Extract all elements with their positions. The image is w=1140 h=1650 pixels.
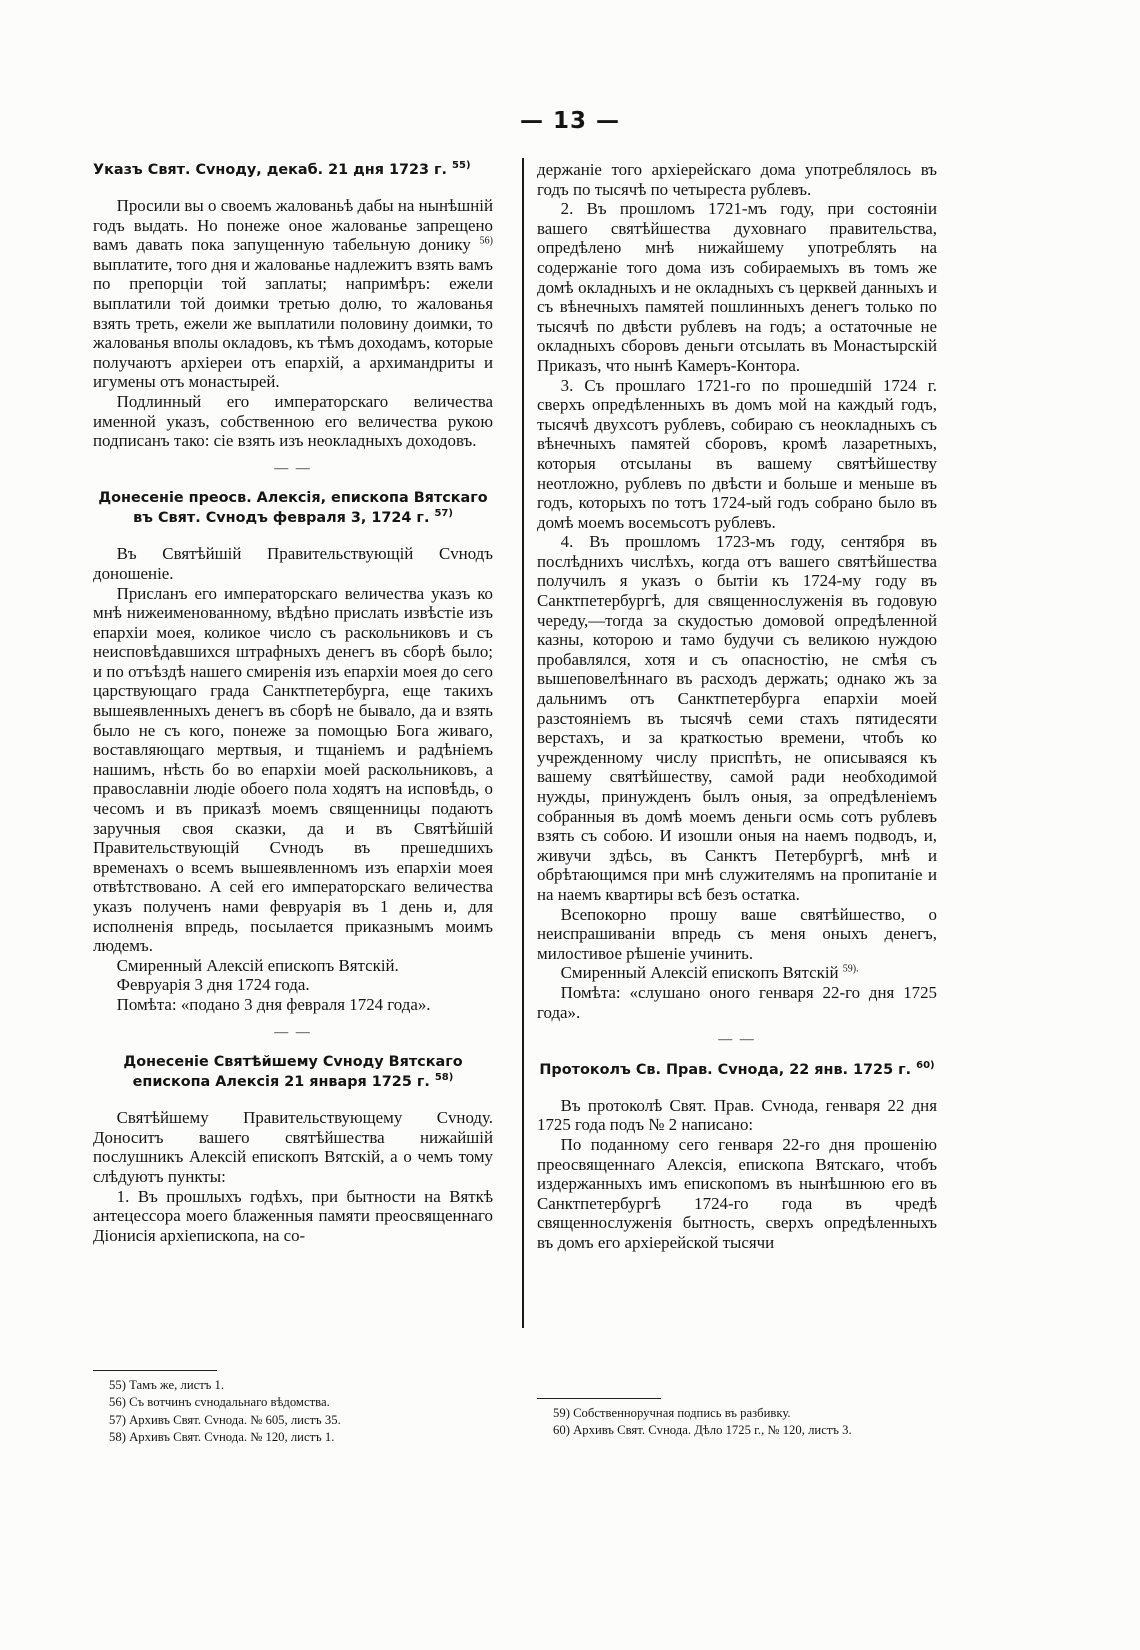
note-line: Помѣта: «слушано оного генваря 22-го дня 1725 года».	[537, 982, 937, 1022]
section-separator: — —	[274, 1024, 312, 1040]
footnote: 60) Архивъ Свят. Сvнода. Дѣло 1725 г., № 120, листъ 3.	[553, 1423, 852, 1438]
paragraph-text: Просили вы о своемъ жалованьѣ дабы на нынѣшній годъ выдать. Но понеже оное жалованье запрещено вамъ давать пока запущенную табельную донику	[93, 196, 493, 255]
footnote-ref: 56)	[479, 235, 493, 247]
section-separator: — —	[718, 1032, 756, 1048]
heading-protocol-1725	[537, 1060, 937, 1080]
paragraph: Присланъ его императорскаго величества указъ ко мнѣ нижеименованному, вѣдѣно прислать извѣстіе изъ епархіи моея, коликое число съ раскольниковъ и съ неисповѣдавшихся штрафныхъ денегъ въ сборѣ было; и по отъѣздѣ нашего смиренія изъ епархіи моея до сего царствующаго града Санктпетербурга, еще такихъ вышеявленныхъ денегъ въ сборѣ не бывало, да и взять было не съ кого, понеже за помощью Бога живаго, воставляющаго мертвыя, и тщаніемъ и радѣніемъ нашимъ, нѣсть бо во епархіи моей раскольниковъ, а православніи людіе обоего пола ходятъ на исповѣдь, о чесомъ и въ приказѣ моемъ священницы подаютъ заручныя своя сказки, да и въ Святѣйшій Правительствующій Сvнодъ въ прешедшихъ временахъ о всемъ вышеявленномъ изъ епархіи моея отвѣтствовано. А сей его императорскаго величества указъ полученъ нами февруарія въ 1 день и, для исполненія впредь, посылается приказнымъ моимъ людемъ.	[93, 583, 493, 956]
footnote-ref: 60)	[916, 1059, 935, 1071]
footnote: 56) Съ вотчинъ сvнодальнаго вѣдомства.	[109, 1395, 330, 1410]
paragraph: По поданному сего генваря 22-го дня прошенію преосвященнаго Алексія, епископа Вятскаго, чтобъ издержанныхъ имъ епископомъ въ нынѣшнюю его въ Санктпетербургѣ 1724-го года въ чредѣ священнослуженія бытность, сверхъ опредѣленныхъ въ домъ его архіерейской тысячи	[537, 1134, 937, 1252]
heading-text: Донесеніе Святѣйшему Сvноду Вятскаго епископа Алексія 21 января 1725 г.	[123, 1054, 463, 1091]
footnote: 55) Тамъ же, листъ 1.	[109, 1378, 225, 1392]
left-column	[93, 160, 493, 1245]
note-line: Помѣта: «подано 3 дня февраля 1724 года».	[116, 994, 431, 1014]
section-separator: — —	[274, 460, 312, 476]
column-divider	[522, 158, 524, 1328]
heading-text: Донесеніе преосв. Алексія, епископа Вятскаго въ Свят. Сvнодъ февраля 3, 1724 г.	[98, 490, 488, 527]
heading-decree-1723	[93, 160, 493, 180]
paragraph: держаніе того архіерейскаго дома употреблялось въ годъ по тысячѣ по четыреста рублевъ.	[537, 160, 937, 199]
paragraph: Подлинный его императорскаго величества именной указъ, собственною его величества рукою подписанъ тако: сіе взять изъ неокладныхъ доходовъ.	[93, 391, 493, 451]
footnotes-right	[537, 1398, 937, 1440]
signature-line	[537, 963, 937, 983]
paragraph: 2. Въ прошломъ 1721-мъ году, при состояніи вашего святѣйшества духовнаго правительства, опредѣлено мнѣ нижайшему употреблять на содержаніе того дома изъ собираемыхъ въ томъ же домѣ окладныхъ и не окладныхъ съ церквей данныхъ и съ вѣнечныхъ памятей пошлинныхъ денегъ только по тысячѣ по двѣсти рублевъ на годъ; а остаточные не окладныхъ сборовъ деньги отсылать въ Монастырскій Приказъ, что нынѣ Камеръ-Контора.	[537, 199, 937, 375]
paragraph	[93, 196, 493, 392]
heading-report-1725	[93, 1052, 493, 1092]
paragraph-text: выплатите, того дня и жалованье надлежитъ взять вамъ по препорціи той заплаты; напримѣръ: ежели выплатили той доимки третью долю, то жалованья взять треть, ежели же выплатили половину доимки, то жалованья вполы окладовъ, къ тѣмъ доходамъ, которые получаютъ архіереи отъ епархій, а архимандриты и игумены отъ монастырей.	[93, 254, 493, 392]
footnote-ref: 58)	[434, 1072, 454, 1084]
paragraph: 4. Въ прошломъ 1723-мъ году, сентября въ послѣднихъ числѣхъ, когда отъ вашего святѣйшества получилъ я указъ о бытіи къ 1724-му году въ Санктпетербургѣ, для священнослуженія въ годовую череду,—тогда за скудостью домовой опредѣленной казны, которою и тамо будучи съ великою нуждою пробавлялся, хотя и съ опасностію, не смѣя съ вышеповелѣннаго въ расходъ держать; однако жъ за дальнимъ отъ Санктпетербурга епархіи моей разстояніемъ въ тысячѣ семи стахъ пятидесяти верстахъ, и за краткостью времени, чтобъ ко учрежденному числу приспѣть, не описываяся къ вашему святѣйшеству, самой ради необходимой нужды, принужденъ былъ оныя, за опредѣленіемъ собранныя въ домѣ моемъ деньги осмь сотъ рублевъ взять съ собою. И изошли оныя на наемъ подводъ, и, живучи здѣсь, въ Санктъ Петербургѣ, мнѣ и обрѣтающимся при мнѣ служителямъ на пропитаніе и на наемъ квартиры всѣ безъ остатка.	[537, 532, 937, 904]
footnote-ref: 59).	[842, 963, 859, 975]
paragraph: 3. Съ прошлаго 1721-го по прошедшій 1724 г. сверхъ опредѣленныхъ въ домъ мой на каждый годъ, тысячѣ двухсотъ рублевъ, собираю съ неокладныхъ съ вѣнечныхъ памятей сборовъ, кромѣ лазаретныхъ, которыя отсыланы въ вашему святѣйшеству неотложно, рублевъ по двѣсти и больше и меньше въ годъ, которыхъ по тотъ 1724-ый годъ собрано было въ домѣ моемъ восемьсотъ рублевъ.	[537, 375, 937, 532]
signature-line: Смиренный Алексій епископъ Вятскій.	[116, 955, 399, 975]
footnote-ref: 57)	[434, 508, 453, 520]
signature-text: Смиренный Алексій епископъ Вятскій	[560, 963, 839, 983]
heading-text: Протоколъ Св. Прав. Сvнода, 22 янв. 1725 г.	[539, 1061, 912, 1078]
footnotes-left	[93, 1370, 493, 1447]
paragraph: Въ протоколѣ Свят. Прав. Сvнода, генваря 22 дня 1725 года подъ № 2 написано:	[537, 1095, 937, 1135]
footnote-rule	[93, 1370, 217, 1371]
footnote-ref: 55)	[452, 160, 471, 172]
heading-report-1724	[93, 488, 493, 528]
paragraph: 1. Въ прошлыхъ годѣхъ, при бытности на Вяткѣ антецессора моего блаженныя памяти преосвященнаго Діонисія архіепископа, на со-	[93, 1186, 493, 1245]
footnote: 58) Архивъ Свят. Сvнода. № 120, листъ 1.	[109, 1430, 335, 1445]
paragraph: Всепокорно прошу ваше святѣйшество, о неиспрашиваніи впредь съ меня оныхъ денегъ, милостивое рѣшеніе учинить.	[537, 904, 937, 963]
footnote: 57) Архивъ Свят. Сvнода. № 605, листъ 35.	[109, 1412, 341, 1427]
date-line: Февруарія 3 дня 1724 года.	[116, 975, 310, 995]
heading-text: Указъ Свят. Сvноду, декаб. 21 дня 1723 г.	[93, 162, 448, 178]
footnote-rule	[537, 1398, 661, 1399]
paragraph: Святѣйшему Правительствующему Сvноду. Доноситъ вашего святѣйшества нижайшій послушникъ Алексій епископъ Вятскій, а о чемъ тому слѣдуютъ пункты:	[93, 1108, 493, 1186]
paragraph: Въ Святѣйшій Правительствующій Сvнодъ доношеніе.	[93, 544, 493, 583]
right-column	[537, 160, 937, 1252]
page-number: — 13 —	[519, 108, 621, 134]
footnote: 59) Собственноручная подпись въ разбивку.	[553, 1406, 791, 1420]
